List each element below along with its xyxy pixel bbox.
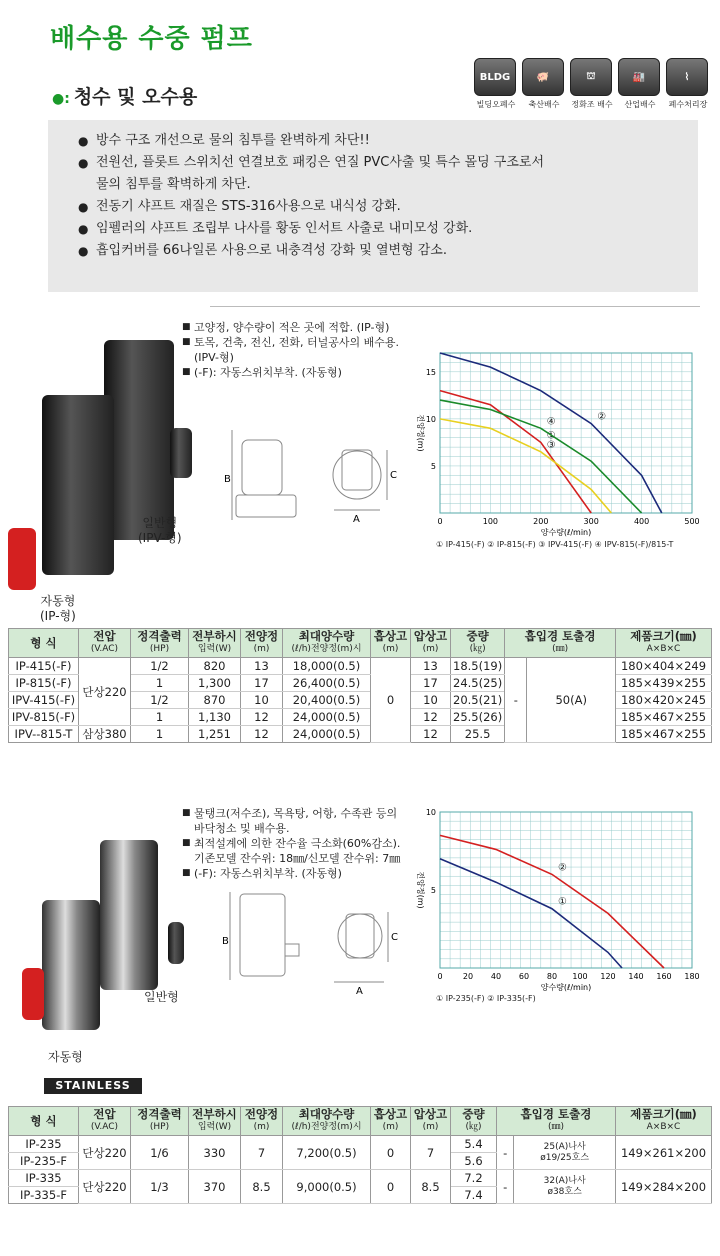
app-item-septic bbox=[570, 58, 614, 110]
factory-icon: 🏭 bbox=[618, 58, 660, 96]
col-maxflow bbox=[283, 629, 371, 658]
feature-item: ● 흡입커버를 66나일론 사용으로 내충격성 강화 및 열변형 감소. bbox=[78, 240, 668, 262]
table-row bbox=[9, 1136, 712, 1153]
col-load-label: 전부하시 bbox=[192, 629, 237, 643]
cell-inlet: - bbox=[505, 658, 527, 743]
col-pressure-label: 압상고 bbox=[413, 1107, 448, 1121]
x-tick-label: 100 bbox=[572, 972, 588, 981]
series-label-2: ② bbox=[558, 862, 567, 874]
cell-power: 1/2 bbox=[131, 658, 189, 675]
cell-head: 13 bbox=[241, 658, 283, 675]
col-voltage-unit: (V.AC) bbox=[90, 644, 119, 654]
cell-head: 12 bbox=[241, 726, 283, 743]
cell-weight: 7.4 bbox=[451, 1187, 497, 1204]
feature-item: ● 전동기 샤프트 재질은 STS-316사용으로 내식성 강화. bbox=[78, 196, 668, 218]
x-axis-label: 양수량(ℓ/min) bbox=[540, 983, 592, 992]
table-header-row bbox=[9, 1107, 712, 1136]
cell-head: 8.5 bbox=[241, 1170, 283, 1204]
col-inlet-label: 흡입경 bbox=[524, 629, 559, 643]
divider bbox=[210, 306, 700, 307]
col-power-unit: (HP) bbox=[149, 644, 170, 654]
x-tick-label: 60 bbox=[518, 972, 530, 981]
plot-frame bbox=[440, 812, 692, 968]
col-suction bbox=[371, 629, 411, 658]
col-size-label: 제품크기(㎜) bbox=[630, 1107, 697, 1121]
caption-auto-label: 자동형 bbox=[40, 594, 76, 608]
cell-load: 330 bbox=[189, 1136, 241, 1170]
x-tick-label: 500 bbox=[684, 517, 700, 526]
caption-auto-2: 자동형 bbox=[48, 1050, 83, 1064]
series-label-4: ④ bbox=[546, 416, 556, 428]
pump-general-image bbox=[104, 340, 174, 540]
cell-power: 1 bbox=[131, 726, 189, 743]
cell-load: 870 bbox=[189, 692, 241, 709]
x-tick-label: 400 bbox=[633, 517, 650, 526]
cell-head: 7 bbox=[241, 1136, 283, 1170]
caption-general-label: 일반형 bbox=[142, 516, 178, 530]
col-power bbox=[131, 629, 189, 658]
cell-outlet-thread: 32(A)나사 bbox=[543, 1175, 586, 1186]
col-head-label: 전양정 bbox=[244, 1107, 279, 1121]
cell-head: 17 bbox=[241, 675, 283, 692]
page-title: 배수용 수중 펌프 bbox=[50, 24, 253, 54]
col-suction-label: 흡상고 bbox=[373, 629, 408, 643]
cell-weight: 25.5(26) bbox=[451, 709, 505, 726]
col-head bbox=[241, 629, 283, 658]
building-icon: BLDG bbox=[474, 58, 516, 96]
cell-power: 1/3 bbox=[131, 1170, 189, 1204]
col-weight-unit: (㎏) bbox=[465, 1122, 482, 1132]
col-maxflow-unit: (ℓ/h)전양정(m)시 bbox=[291, 644, 362, 654]
x-tick-label: 20 bbox=[462, 972, 474, 981]
caption-general-sub: (IPV-형) bbox=[138, 531, 182, 545]
col-pressure bbox=[411, 629, 451, 658]
section2-notes bbox=[182, 806, 422, 881]
cell-model: IP-815(-F) bbox=[9, 675, 79, 692]
bullet-dots-icon: ●: bbox=[52, 91, 70, 107]
pump-steel-auto-image bbox=[42, 900, 100, 1030]
col-head-unit: (m) bbox=[253, 1122, 270, 1132]
pump-auto-image bbox=[42, 395, 114, 575]
note-item-continued: (IPV-형) bbox=[194, 351, 234, 364]
dimension-diagram-section2 bbox=[222, 884, 402, 1004]
section1-notes bbox=[182, 320, 422, 380]
x-tick-label: 80 bbox=[546, 972, 558, 981]
feature-item-continued: 물의 침투를 확벽하게 차단. bbox=[96, 177, 251, 192]
x-tick-label: 100 bbox=[482, 517, 499, 526]
feature-item: ● 임펠러의 샤프트 조립부 나사를 황동 인서트 사출로 내미모성 강화. bbox=[78, 218, 668, 240]
cell-outlet bbox=[514, 1170, 616, 1204]
caption-auto-sub: (IP-형) bbox=[40, 609, 76, 623]
cell-weight: 25.5 bbox=[451, 726, 505, 743]
plot-frame bbox=[440, 353, 692, 513]
float-switch-image-2 bbox=[22, 968, 44, 1020]
feature-list bbox=[48, 120, 698, 292]
cell-pressure: 12 bbox=[411, 726, 451, 743]
livestock-icon: 🐖 bbox=[522, 58, 564, 96]
cell-weight: 18.5(19) bbox=[451, 658, 505, 675]
x-tick-label: 160 bbox=[656, 972, 672, 981]
col-maxflow-label: 최대양수량 bbox=[298, 629, 355, 643]
cell-weight: 5.4 bbox=[451, 1136, 497, 1153]
cell-size: 180×404×249 bbox=[616, 658, 712, 675]
col-port-unit: (㎜) bbox=[547, 1122, 565, 1132]
app-label: 축산배수 bbox=[528, 100, 560, 109]
cell-maxflow: 7,200(0.5) bbox=[283, 1136, 371, 1170]
col-power bbox=[131, 1107, 189, 1136]
col-suction bbox=[371, 1107, 411, 1136]
col-voltage bbox=[79, 1107, 131, 1136]
col-load-unit: 입력(W) bbox=[197, 1122, 232, 1132]
col-voltage-label: 전압 bbox=[93, 629, 116, 643]
cell-model: IP-335 bbox=[9, 1170, 79, 1187]
cell-model: IP-335-F bbox=[9, 1187, 79, 1204]
series-line-2 bbox=[440, 835, 664, 968]
app-label: 산업배수 bbox=[624, 100, 656, 109]
caption-auto bbox=[40, 594, 76, 624]
pump-general-inlet bbox=[170, 428, 192, 478]
col-load bbox=[189, 1107, 241, 1136]
cell-suction: 0 bbox=[371, 1136, 411, 1170]
cell-model: IPV-815(-F) bbox=[9, 709, 79, 726]
col-size-label: 제품크기(㎜) bbox=[630, 629, 697, 643]
cell-outlet: 50(A) bbox=[527, 658, 616, 743]
cell-model: IP-235-F bbox=[9, 1153, 79, 1170]
x-axis-label: 양수량(ℓ/min) bbox=[540, 528, 592, 537]
x-tick-label: 180 bbox=[684, 972, 700, 981]
col-suction-unit: (m) bbox=[382, 1122, 399, 1132]
cell-maxflow: 20,400(0.5) bbox=[283, 692, 371, 709]
cell-weight: 24.5(25) bbox=[451, 675, 505, 692]
y-tick-label: 15 bbox=[425, 367, 436, 377]
series-label-1: ① bbox=[546, 430, 556, 442]
cell-weight: 5.6 bbox=[451, 1153, 497, 1170]
col-voltage-label: 전압 bbox=[93, 1107, 116, 1121]
cell-load: 370 bbox=[189, 1170, 241, 1204]
caption-general bbox=[138, 516, 182, 546]
note-item: ■ 최적설계에 의한 잔수율 극소화(60%감소). bbox=[182, 836, 422, 851]
cell-size: 180×420×245 bbox=[616, 692, 712, 709]
note-item: ■ (-F): 자동스위치부착. (자동형) bbox=[182, 365, 422, 380]
table-row bbox=[9, 658, 712, 675]
note-item: ■ 물탱크(저수조), 목욕탕, 어항, 수족관 등의 bbox=[182, 806, 422, 821]
cell-head: 10 bbox=[241, 692, 283, 709]
cell-outlet-hose: ø38호스 bbox=[547, 1186, 582, 1197]
series-line-1 bbox=[440, 859, 622, 968]
cell-model: IPV--815-T bbox=[9, 726, 79, 743]
cell-pressure: 8.5 bbox=[411, 1170, 451, 1204]
x-tick-label: 300 bbox=[583, 517, 599, 526]
section-subtitle bbox=[52, 82, 197, 109]
app-item-treatment bbox=[666, 58, 710, 110]
treatment-icon: ⌇ bbox=[666, 58, 708, 96]
col-load bbox=[189, 629, 241, 658]
dim-b-label-2: B bbox=[222, 936, 229, 947]
dimension-diagram-section1 bbox=[222, 420, 402, 540]
col-suction-label: 흡상고 bbox=[373, 1107, 408, 1121]
application-icons bbox=[474, 58, 710, 110]
y-axis-label: 전양정(m) bbox=[416, 414, 425, 452]
col-head-unit: (m) bbox=[253, 644, 270, 654]
col-ports bbox=[505, 629, 616, 658]
x-tick-label: 140 bbox=[628, 972, 644, 981]
x-tick-label: 0 bbox=[437, 972, 443, 981]
col-suction-unit: (m) bbox=[382, 644, 399, 654]
app-item-building bbox=[474, 58, 518, 110]
chart1-legend: ① IP-415(-F) ② IP-815(-F) ③ IPV-415(-F) ④ IPV-815(-F)/815-T bbox=[436, 540, 674, 549]
col-maxflow-unit: (ℓ/h)전양정(m)시 bbox=[291, 1122, 362, 1132]
y-axis-label: 전양정(m) bbox=[416, 871, 425, 909]
dim-c-label: C bbox=[390, 470, 397, 481]
cell-size: 185×439×255 bbox=[616, 675, 712, 692]
cell-pressure: 10 bbox=[411, 692, 451, 709]
cell-maxflow: 26,400(0.5) bbox=[283, 675, 371, 692]
col-head bbox=[241, 1107, 283, 1136]
col-maxflow bbox=[283, 1107, 371, 1136]
y-tick-label: 5 bbox=[430, 886, 436, 895]
septic-icon: ⛫ bbox=[570, 58, 612, 96]
cell-weight: 20.5(21) bbox=[451, 692, 505, 709]
col-size bbox=[616, 1107, 712, 1136]
table-row bbox=[9, 1170, 712, 1187]
pump-steel-general-image bbox=[100, 840, 158, 990]
cell-power: 1/2 bbox=[131, 692, 189, 709]
col-power-unit: (HP) bbox=[149, 1122, 170, 1132]
col-model: 형 식 bbox=[9, 629, 79, 658]
col-ports bbox=[497, 1107, 616, 1136]
feature-item: ● 전원선, 플롯트 스위치선 연결보호 패킹은 연질 PVC사출 및 특수 몰딩 구조로서 bbox=[78, 152, 668, 174]
pump-steel-general-inlet bbox=[168, 922, 184, 964]
cell-voltage: 단상220 bbox=[79, 1136, 131, 1170]
cell-outlet-hose: ø19/25호스 bbox=[540, 1152, 590, 1163]
cell-size: 149×284×200 bbox=[616, 1170, 712, 1204]
col-weight-label: 중량 bbox=[462, 1107, 485, 1121]
note-item: ■ 고양정, 양수량이 적은 곳에 적합. (IP-형) bbox=[182, 320, 422, 335]
app-label: 빌딩오폐수 bbox=[476, 100, 516, 109]
x-tick-label: 200 bbox=[533, 517, 549, 526]
cell-outlet-thread: 25(A)나사 bbox=[543, 1141, 586, 1152]
col-voltage bbox=[79, 629, 131, 658]
col-outlet-label: 토출경 bbox=[562, 629, 596, 643]
col-size-unit: A×B×C bbox=[646, 1122, 681, 1132]
cell-maxflow: 24,000(0.5) bbox=[283, 709, 371, 726]
cell-pressure: 7 bbox=[411, 1136, 451, 1170]
col-voltage-unit: (V.AC) bbox=[90, 1122, 119, 1132]
cell-size: 149×261×200 bbox=[616, 1136, 712, 1170]
float-switch-image bbox=[8, 528, 36, 590]
cell-pressure: 13 bbox=[411, 658, 451, 675]
cell-size: 185×467×255 bbox=[616, 709, 712, 726]
spec-table-1 bbox=[8, 628, 712, 743]
cell-weight: 7.2 bbox=[451, 1170, 497, 1187]
cell-pressure: 17 bbox=[411, 675, 451, 692]
cell-load: 820 bbox=[189, 658, 241, 675]
performance-chart-2 bbox=[410, 808, 710, 998]
cell-model: IP-415(-F) bbox=[9, 658, 79, 675]
spec-table-2 bbox=[8, 1106, 712, 1204]
subtitle-text: 청수 및 오수용 bbox=[73, 86, 198, 108]
note-item: ■ (-F): 자동스위치부착. (자동형) bbox=[182, 866, 422, 881]
stainless-badge: STAINLESS bbox=[44, 1078, 142, 1094]
cell-load: 1,300 bbox=[189, 675, 241, 692]
series-label-3: ③ bbox=[546, 439, 556, 451]
x-tick-label: 40 bbox=[490, 972, 502, 981]
series-label-1: ① bbox=[558, 896, 567, 908]
performance-chart-1 bbox=[410, 345, 710, 545]
cell-voltage: 단상220 bbox=[79, 1170, 131, 1204]
dim-b-label: B bbox=[224, 474, 231, 485]
cell-size: 185×467×255 bbox=[616, 726, 712, 743]
app-label: 폐수처리장 bbox=[668, 100, 708, 109]
cell-power: 1/6 bbox=[131, 1136, 189, 1170]
cell-maxflow: 18,000(0.5) bbox=[283, 658, 371, 675]
caption-general-2: 일반형 bbox=[144, 990, 179, 1004]
cell-maxflow: 9,000(0.5) bbox=[283, 1170, 371, 1204]
col-inlet-label: 흡입경 bbox=[520, 1107, 554, 1121]
col-size bbox=[616, 629, 712, 658]
col-pressure-unit: (m) bbox=[422, 644, 439, 654]
col-load-label: 전부하시 bbox=[192, 1107, 237, 1121]
y-tick-label: 5 bbox=[430, 461, 436, 471]
cell-outlet bbox=[514, 1136, 616, 1170]
col-power-label: 정격출력 bbox=[137, 629, 182, 643]
col-pressure-label: 압상고 bbox=[413, 629, 448, 643]
cell-load: 1,130 bbox=[189, 709, 241, 726]
app-item-livestock bbox=[522, 58, 566, 110]
col-head-label: 전양정 bbox=[244, 629, 279, 643]
y-tick-label: 10 bbox=[425, 414, 436, 424]
cell-maxflow: 24,000(0.5) bbox=[283, 726, 371, 743]
cell-model: IP-235 bbox=[9, 1136, 79, 1153]
note-item: ■ 토목, 건축, 전신, 전화, 터널공사의 배수용. bbox=[182, 335, 422, 350]
cell-power: 1 bbox=[131, 709, 189, 726]
col-outlet-label: 토출경 bbox=[558, 1107, 592, 1121]
cell-voltage: 삼상380 bbox=[79, 726, 131, 743]
col-model: 형 식 bbox=[9, 1107, 79, 1136]
cell-power: 1 bbox=[131, 675, 189, 692]
cell-suction: 0 bbox=[371, 658, 411, 743]
col-size-unit: A×B×C bbox=[646, 644, 681, 654]
col-weight-unit: (㎏) bbox=[469, 644, 486, 654]
cell-inlet: - bbox=[497, 1170, 514, 1204]
col-power-label: 정격출력 bbox=[137, 1107, 182, 1121]
col-pressure-unit: (m) bbox=[422, 1122, 439, 1132]
col-load-unit: 입력(W) bbox=[197, 644, 232, 654]
table-header-row bbox=[9, 629, 712, 658]
app-item-factory bbox=[618, 58, 662, 110]
col-weight-label: 중량 bbox=[466, 629, 489, 643]
col-weight bbox=[451, 1107, 497, 1136]
col-pressure bbox=[411, 1107, 451, 1136]
cell-head: 12 bbox=[241, 709, 283, 726]
note-item-continued: 기존모델 잔수위: 18㎜/신모델 잔수위: 7㎜ bbox=[194, 852, 401, 865]
col-maxflow-label: 최대양수량 bbox=[298, 1107, 355, 1121]
dim-a-label: A bbox=[353, 514, 360, 525]
col-weight bbox=[451, 629, 505, 658]
dim-c-label-2: C bbox=[391, 932, 398, 943]
col-port-unit: (㎜) bbox=[552, 644, 569, 654]
cell-pressure: 12 bbox=[411, 709, 451, 726]
x-tick-label: 0 bbox=[437, 517, 443, 526]
y-tick-label: 10 bbox=[425, 808, 436, 817]
series-label-2: ② bbox=[597, 411, 607, 423]
note-item-continued: 바닥청소 및 배수용. bbox=[194, 822, 290, 835]
cell-load: 1,251 bbox=[189, 726, 241, 743]
cell-model: IPV-415(-F) bbox=[9, 692, 79, 709]
cell-voltage: 단상220 bbox=[79, 658, 131, 726]
chart2-legend: ① IP-235(-F) ② IP-335(-F) bbox=[436, 994, 536, 1003]
feature-item: ● 방수 구조 개선으로 물의 침투를 완벽하게 차단!! bbox=[78, 130, 668, 152]
cell-inlet: - bbox=[497, 1136, 514, 1170]
cell-suction: 0 bbox=[371, 1170, 411, 1204]
app-label: 정화조 배수 bbox=[571, 100, 613, 109]
dim-a-label-2: A bbox=[356, 986, 363, 997]
x-tick-label: 120 bbox=[600, 972, 616, 981]
